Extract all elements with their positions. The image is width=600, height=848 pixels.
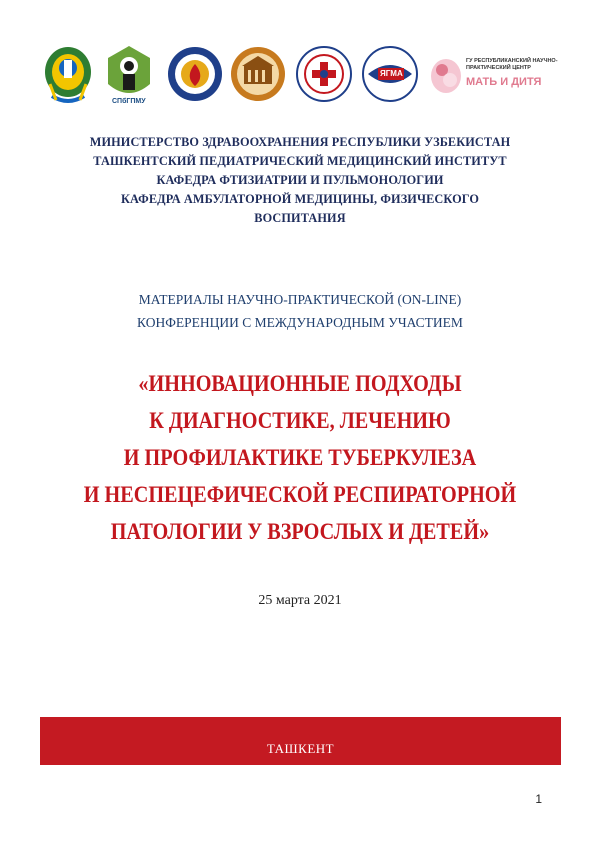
- materials-line1: МАТЕРИАЛЫ НАУЧНО-ПРАКТИЧЕСКОЙ (ON-LINE): [138, 292, 462, 307]
- uzbekistan-emblem-logo: [42, 44, 94, 106]
- conference-title: [68, 366, 532, 551]
- title-line2: К ДИАГНОСТИКЕ, ЛЕЧЕНИЮ: [149, 408, 451, 434]
- center-amb-logo: [166, 44, 224, 104]
- spbgpmu-caption: СПбГПМУ: [112, 98, 146, 105]
- mother-child-logo: [426, 44, 466, 104]
- egma-caption: ЯГМА: [380, 69, 403, 78]
- institution-header: [60, 133, 540, 228]
- mother-child-line1: ГУ РЕСПУБЛИКАНСКИЙ НАУЧНО-: [466, 58, 558, 64]
- title-line3: И ПРОФИЛАКТИКЕ ТУБЕРКУЛЕЗА: [123, 445, 477, 471]
- city-bar: [40, 717, 561, 765]
- materials-subtitle: [40, 288, 560, 334]
- header-line-department-phthisiology: КАФЕДРА ФТИЗИАТРИИ И ПУЛЬМОНОЛОГИИ: [156, 173, 444, 187]
- title-line5: ПАТОЛОГИИ У ВЗРОСЛЫХ И ДЕТЕЙ»: [110, 519, 490, 545]
- header-line-ministry: МИНИСТЕРСТВО ЗДРАВООХРАНЕНИЯ РЕСПУБЛИКИ УЗБЕКИСТАН: [89, 135, 511, 149]
- spbgpmu-logo: [102, 44, 156, 104]
- materials-line2: КОНФЕРЕНЦИИ С МЕЖДУНАРОДНЫМ УЧАСТИЕМ: [137, 315, 463, 330]
- logo-strip: [40, 44, 560, 114]
- mother-child-brand: МАТЬ И ДИТЯ: [466, 76, 542, 88]
- title-line4: И НЕСПЕЦЕФИЧЕСКОЙ РЕСПИРАТОРНОЙ: [83, 482, 517, 508]
- header-line-department-ambulatory: КАФЕДРА АМБУЛАТОРНОЙ МЕДИЦИНЫ, ФИЗИЧЕСКОГО: [120, 192, 480, 206]
- mother-child-line2: ПРАКТИЧЕСКИЙ ЦЕНТР: [466, 65, 531, 71]
- red-cross-logo: [294, 44, 354, 104]
- header-line-institute: ТАШКЕНТСКИЙ ПЕДИАТРИЧЕСКИЙ МЕДИЦИНСКИЙ ИНСТИТУТ: [93, 154, 507, 168]
- title-line1: «ИННОВАЦИОННЫЕ ПОДХОДЫ: [138, 371, 462, 397]
- city-label: ТАШКЕНТ: [266, 741, 335, 756]
- header-line-education: ВОСПИТАНИЯ: [254, 211, 346, 225]
- tashpmi-building-logo: [230, 44, 286, 104]
- conference-date: 25 марта 2021: [258, 593, 342, 608]
- page-number: 1: [535, 792, 542, 806]
- mother-child-text: [466, 58, 566, 88]
- egma-logo: [360, 44, 420, 104]
